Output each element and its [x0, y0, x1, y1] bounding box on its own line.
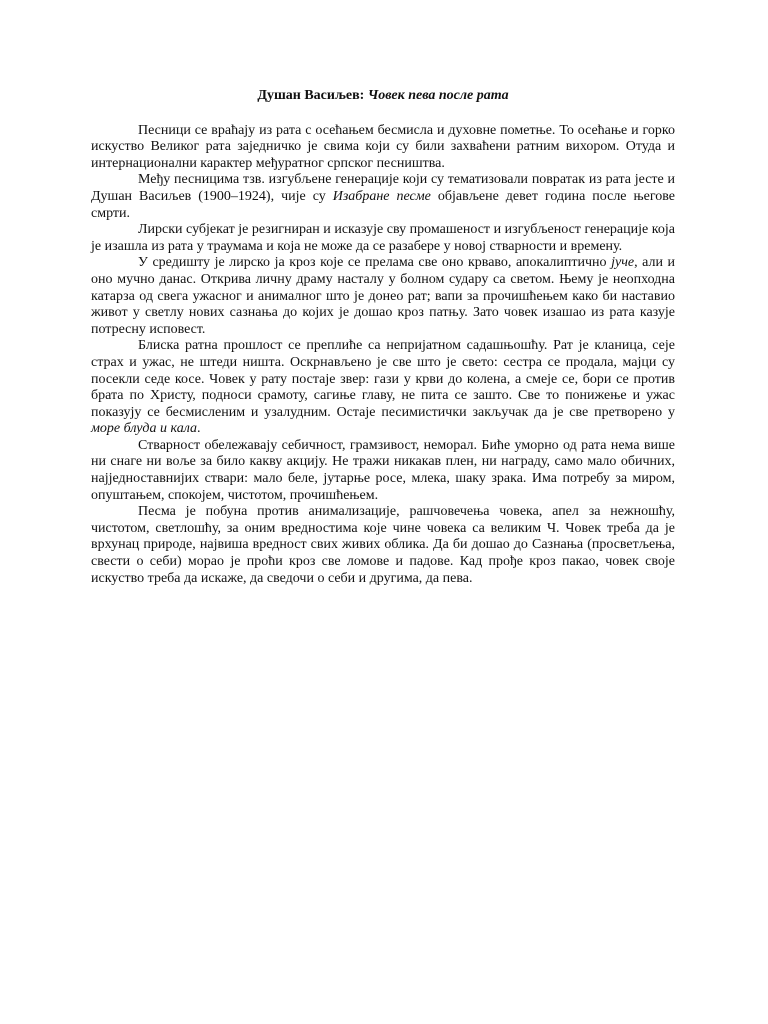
- paragraph-text: објављене девет година после његове смрти.: [91, 188, 675, 221]
- paragraph: [91, 438, 675, 504]
- paragraph-text: Блиска ратна прошлост се преплиће са непријатном садашњошћу. Рат је кланица, сеје страх и ужас, не штеди ништа. Оскрнављено је све што је свето: сестра се продала, мајци су посекли седе косе. Човек у рату постаје звер: гази у крви до колена, а смеје се, бори се против брата по Христу, подноси срамоту, сагиње главу, не пита се зашто. Све то понижење и ужас показују се бесмисленим и узалудним. Остаје песимистички закључак да је све претворено у: [91, 338, 675, 420]
- document-page: [91, 84, 675, 587]
- italic-text: Изабране песме: [332, 188, 431, 204]
- paragraph: [91, 504, 675, 587]
- paragraph-text: У средишту је лирско ја кроз које се прелама све оно крваво, апокалиптично: [138, 255, 612, 271]
- paragraph-text: Песма је побуна против анимализације, рашчовечења човека, апел за нежношћу, чистотом, светлошћу, за оним вредностима које чине човека са великим Ч. Човек треба да је врхунац природе, највиша вредност свих живих облика. Да би дошао до Сазнања (просветљења, свести о себи) морао је проћи кроз све ломове и падове. Кад прође кроз пакао, човек своје искуство треба да искаже, да сведочи о себи и другима, да пева.: [91, 504, 675, 586]
- paragraph: [91, 338, 675, 438]
- paragraph-text: Међу песницима тзв. изгубљене генерације који су тематизовали повратак из рата јесте и Душан Васиљев (1900–1924), чије су: [91, 172, 675, 204]
- italic-text: море блуда и кала: [91, 421, 197, 437]
- document-body: [91, 123, 675, 588]
- paragraph: [91, 123, 675, 173]
- paragraph: [91, 172, 675, 222]
- paragraph-text: , али и оно мучно данас. Открива личну драму насталу у болном судару са светом. Њему је неопходна катарза од свега ужасног и анималног што је донео рат; вапи за прочишћењем како би наставио живот у светлу нових сазнања до којих је дошао кроз патњу. Зато човек изашао из рата казује потресну исповест.: [91, 255, 675, 337]
- paragraph-text: .: [197, 421, 201, 437]
- title-author: Душан Васиљев:: [257, 88, 365, 103]
- paragraph: [91, 255, 675, 338]
- paragraph: [91, 222, 675, 255]
- paragraph-text: Стварност обележавају себичност, грамзивост, неморал. Биће уморно од рата нема више ни снаге ни воље за било какву акцију. Не тражи никакав плен, ни награду, само мало обичних, најједноставнијих ствари: мало беле, јутарње росе, млека, шаку зрака. Има потребу за миром, опуштањем, спокојем, чистотом, прочишћењем.: [91, 437, 675, 503]
- document-title: [91, 88, 675, 105]
- title-work: Човек пева после рата: [367, 88, 509, 103]
- paragraph-text: Лирски субјекат је резигниран и исказује сву промашеност и изгубљеност генерације која је изашла из рата у траумама и која не може да се разабере у новој стварности и времену.: [91, 222, 675, 254]
- paragraph-text: Песници се враћају из рата с осећањем бесмисла и духовне пометње. То осећање и горко искуство Великог рата заједничко је свима који су били захваћени ратним вихором. Отуда и интернационални карактер међуратног српског песништва.: [91, 122, 675, 171]
- italic-text: јуче: [611, 255, 635, 271]
